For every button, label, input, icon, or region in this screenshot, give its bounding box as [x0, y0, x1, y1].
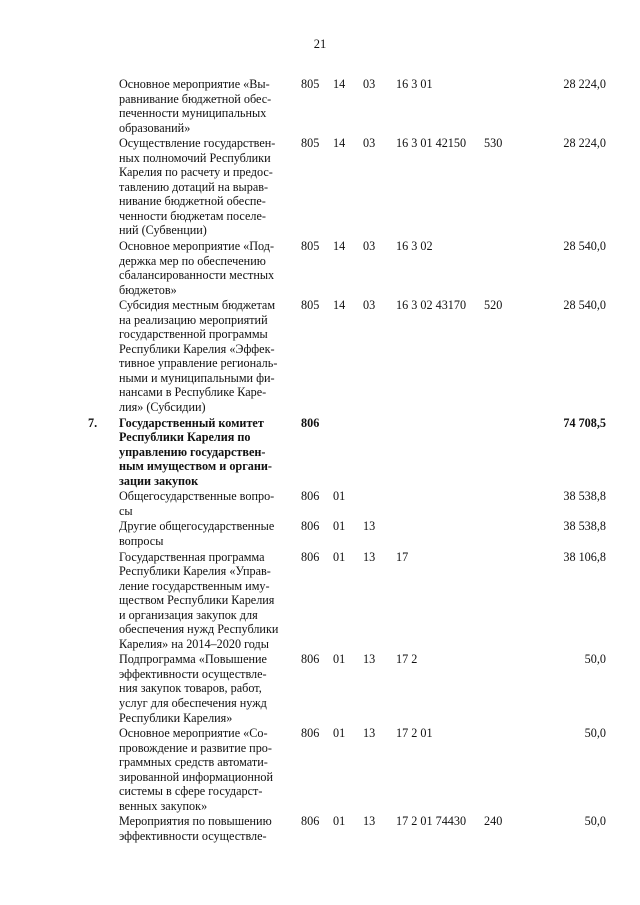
subsection-code: 03 — [363, 239, 376, 254]
description-line: Общегосударственные вопро- — [119, 489, 275, 504]
row-number — [88, 652, 119, 725]
target-article-code: 16 3 02 — [396, 239, 433, 254]
row-description — [119, 77, 301, 135]
description-line: управлению государствен- — [119, 444, 266, 459]
description-line: ченности бюджетам поселе- — [119, 208, 266, 223]
row-description — [119, 814, 301, 843]
description-line: Субсидия местным бюджетам — [119, 298, 276, 313]
description-line: сы — [119, 503, 133, 518]
description-line: на реализацию мероприятий — [119, 312, 268, 327]
row-description — [119, 519, 301, 548]
ministry-code: 805 — [301, 77, 320, 91]
row-number — [88, 814, 119, 843]
page-number: 21 — [313, 37, 327, 51]
expense-type-code — [484, 519, 526, 548]
amount: 50,0 — [584, 814, 606, 829]
description-line: сбалансированности местных — [119, 268, 275, 283]
table-row — [88, 489, 608, 518]
ministry-code: 805 — [301, 239, 320, 254]
subsection-code: 13 — [363, 814, 376, 829]
table-row — [88, 814, 608, 843]
description-line: и организация закупок для — [119, 607, 258, 622]
description-line: Основное мероприятие «Со- — [119, 726, 268, 741]
expense-type-code: 530 — [484, 136, 503, 151]
row-description — [119, 550, 301, 652]
section-code: 14 — [333, 136, 346, 151]
description-line: ным имуществом и органи- — [119, 459, 272, 474]
ministry-code: 806 — [301, 814, 320, 829]
target-article-code: 16 3 02 43170 — [396, 298, 467, 313]
amount: 74 708,5 — [563, 415, 606, 430]
target-article-code: 16 3 01 — [396, 77, 433, 91]
description-line: Государственная программа — [119, 549, 265, 564]
ministry-code: 806 — [301, 549, 320, 564]
amount: 38 538,8 — [563, 519, 606, 534]
description-line: Карелия» на 2014–2020 годы — [119, 636, 269, 651]
subsection-code: 13 — [363, 549, 376, 564]
target-article-code: 17 2 01 — [396, 726, 433, 741]
table-row — [88, 416, 608, 489]
section-code: 01 — [333, 814, 346, 829]
ministry-code: 806 — [301, 652, 320, 667]
description-line: Республики Карелия по — [119, 430, 251, 445]
amount: 28 540,0 — [563, 298, 606, 313]
subsection-code — [363, 416, 396, 489]
amount: 28 224,0 — [563, 136, 606, 151]
description-line: нансами в Республике Каре- — [119, 385, 267, 400]
description-line: обеспечения нужд Республики — [119, 622, 279, 637]
description-line: Государственный комитет — [119, 415, 264, 430]
row-number: 7. — [88, 415, 98, 430]
description-line: Основное мероприятие «Под- — [119, 239, 275, 254]
subsection-code: 13 — [363, 652, 376, 667]
description-line: Республики Карелия» — [119, 710, 233, 725]
description-line: образований» — [119, 120, 191, 135]
expense-type-code — [484, 726, 526, 813]
section-code: 01 — [333, 489, 346, 504]
expense-type-code: 520 — [484, 298, 503, 313]
description-line: Карелия по расчету и предос- — [119, 165, 273, 180]
target-article-code — [396, 519, 484, 548]
expense-type-code: 240 — [484, 814, 503, 829]
amount: 38 106,8 — [563, 549, 606, 564]
row-description — [119, 136, 301, 238]
description-line: вопросы — [119, 533, 164, 548]
subsection-code: 03 — [363, 298, 376, 313]
ministry-code: 806 — [301, 726, 320, 741]
description-line: эффективности осуществле- — [119, 828, 267, 843]
row-description — [119, 652, 301, 725]
amount: 50,0 — [584, 726, 606, 741]
description-line: ление государственным иму- — [119, 578, 270, 593]
expense-type-code — [484, 652, 526, 725]
expense-type-code — [484, 550, 526, 652]
ministry-code: 806 — [301, 415, 320, 430]
target-article-code: 17 — [396, 549, 409, 564]
row-description — [119, 726, 301, 813]
description-line: венных закупок» — [119, 798, 208, 813]
ministry-code: 806 — [301, 519, 320, 534]
description-line: эффективности осуществле- — [119, 666, 267, 681]
description-line: Основное мероприятие «Вы- — [119, 77, 270, 91]
row-number — [88, 136, 119, 238]
row-number — [88, 239, 119, 297]
description-line: держка мер по обеспечению — [119, 253, 266, 268]
description-line: печенности муниципальных — [119, 106, 267, 121]
row-description — [119, 416, 301, 489]
expense-type-code — [484, 77, 526, 135]
section-code: 14 — [333, 77, 346, 91]
target-article-code: 17 2 01 74430 — [396, 814, 467, 829]
row-number — [88, 489, 119, 518]
description-line: ществом Республики Карелия — [119, 593, 275, 608]
description-line: граммных средств автомати- — [119, 755, 268, 770]
section-code: 01 — [333, 549, 346, 564]
description-line: ний (Субвенции) — [119, 223, 207, 238]
description-line: Осуществление государствен- — [119, 136, 276, 151]
description-line: тивное управление региональ- — [119, 356, 278, 371]
description-line: зации закупок — [119, 473, 199, 488]
amount: 28 224,0 — [563, 77, 606, 91]
target-article-code: 17 2 — [396, 652, 418, 667]
table-row — [88, 652, 608, 725]
section-code: 01 — [333, 652, 346, 667]
ministry-code: 806 — [301, 489, 320, 504]
budget-table — [88, 77, 608, 844]
table-row — [88, 77, 608, 135]
row-number — [88, 550, 119, 652]
description-line: равнивание бюджетной обес- — [119, 91, 272, 106]
description-line: Республики Карелия «Эффек- — [119, 341, 275, 356]
expense-type-code — [484, 416, 526, 489]
section-code — [333, 416, 363, 489]
subsection-code: 13 — [363, 519, 376, 534]
description-line: тавлению дотаций на вырав- — [119, 179, 269, 194]
ministry-code: 805 — [301, 298, 320, 313]
table-row — [88, 136, 608, 238]
target-article-code — [396, 416, 484, 489]
description-line: ния закупок товаров, работ, — [119, 681, 262, 696]
subsection-code: 03 — [363, 77, 376, 91]
amount: 38 538,8 — [563, 489, 606, 504]
table-row — [88, 298, 608, 414]
row-number — [88, 77, 119, 135]
section-code: 01 — [333, 726, 346, 741]
description-line: ными и муниципальными фи- — [119, 370, 275, 385]
target-article-code: 16 3 01 42150 — [396, 136, 467, 151]
row-number — [88, 726, 119, 813]
table-row — [88, 239, 608, 297]
description-line: провождение и развитие про- — [119, 740, 272, 755]
section-code: 14 — [333, 298, 346, 313]
row-number — [88, 298, 119, 414]
description-line: нивание бюджетной обеспе- — [119, 194, 266, 209]
section-code: 14 — [333, 239, 346, 254]
description-line: бюджетов» — [119, 282, 177, 297]
row-description — [119, 489, 301, 518]
section-code: 01 — [333, 519, 346, 534]
description-line: Мероприятия по повышению — [119, 814, 272, 829]
target-article-code — [396, 489, 484, 518]
description-line: Республики Карелия «Управ- — [119, 564, 271, 579]
description-line: зированной информационной — [119, 769, 274, 784]
description-line: Подпрограмма «Повышение — [119, 652, 267, 667]
subsection-code — [363, 489, 396, 518]
table-row — [88, 726, 608, 813]
expense-type-code — [484, 239, 526, 297]
amount: 50,0 — [584, 652, 606, 667]
row-description — [119, 298, 301, 414]
table-row — [88, 519, 608, 548]
row-description — [119, 239, 301, 297]
row-number — [88, 519, 119, 548]
description-line: ных полномочий Республики — [119, 150, 271, 165]
description-line: услуг для обеспечения нужд — [119, 695, 267, 710]
description-line: государственной программы — [119, 327, 268, 342]
expense-type-code — [484, 489, 526, 518]
amount: 28 540,0 — [563, 239, 606, 254]
ministry-code: 805 — [301, 136, 320, 151]
description-line: лия» (Субсидии) — [119, 400, 206, 415]
subsection-code: 13 — [363, 726, 376, 741]
subsection-code: 03 — [363, 136, 376, 151]
description-line: Другие общегосударственные — [119, 519, 275, 534]
table-row — [88, 550, 608, 652]
description-line: системы в сфере государст- — [119, 784, 263, 799]
